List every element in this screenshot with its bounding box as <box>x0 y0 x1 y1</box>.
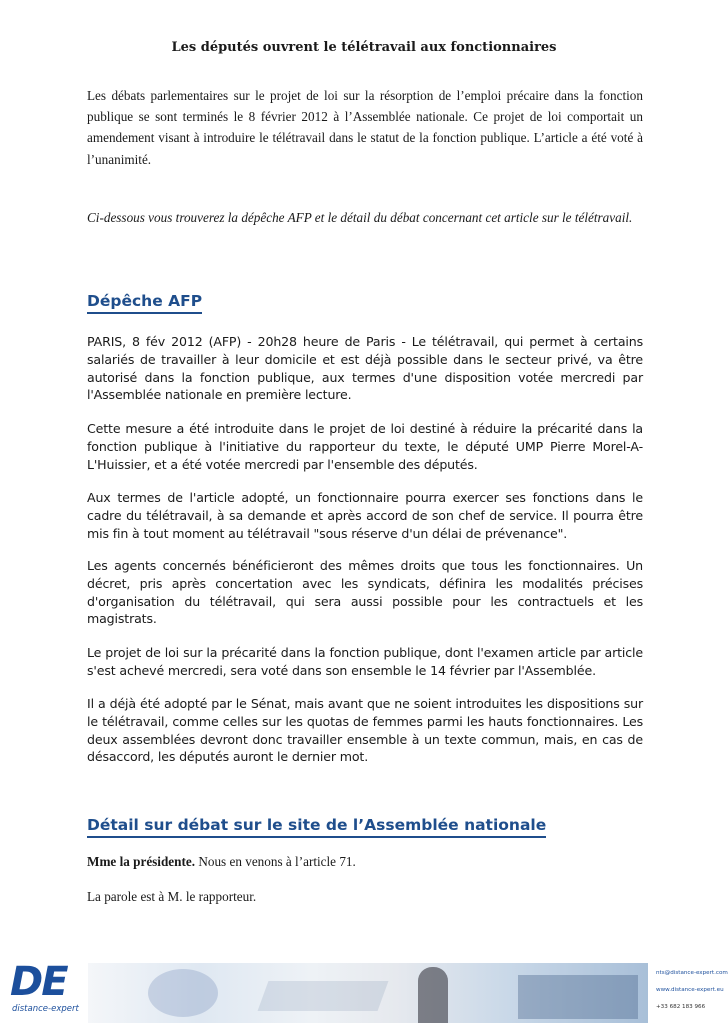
page-footer <box>0 955 728 1031</box>
logo-letters: DE <box>10 959 67 1005</box>
debate-speaker-text: Nous en venons à l’article 71. <box>195 854 356 869</box>
banner-graphic <box>518 975 638 1019</box>
intro-paragraph: Les débats parlementaires sur le projet de loi sur la résorption de l’emploi précaire dans la fonction publique se sont terminés le 8 février 2012 à l’Assemblée nationale. Ce projet de loi comportait un amendement visant à introduire le télétravail dans le statut de la fonction publique. L’article a été voté à l’unanimité. <box>87 88 643 167</box>
afp-paragraph-5: Le projet de loi sur la précarité dans la fonction publique, dont l'examen article par article s'est achevé mercredi, sera voté dans son ensemble le 14 février par l'Assemblée. <box>87 645 643 678</box>
debate-speaker: Mme la présidente. <box>87 854 196 869</box>
contact-phone: +33 682 183 966 <box>656 1004 706 1010</box>
company-logo <box>10 960 82 1022</box>
banner-graphic <box>418 967 448 1023</box>
section-heading-afp <box>87 292 202 310</box>
afp-paragraph-2: Cette mesure a été introduite dans le projet de loi destiné à réduire la précarité dans la fonction publique à l'initiative du rapporteur du texte, le député UMP Pierre Morel-A-L'Huissier, et a été votée mercredi par l'ensemble des députés. <box>87 421 643 472</box>
heading-underline <box>87 312 202 314</box>
logo-tagline: distance-expert <box>12 1004 79 1014</box>
contact-web-link[interactable]: www.distance-expert.eu <box>656 987 724 993</box>
debate-paragraph-2: La parole est à M. le rapporteur. <box>87 889 257 904</box>
banner-graphic <box>148 969 218 1017</box>
contact-email-link[interactable]: nts@distance-expert.com <box>656 970 728 976</box>
debate-paragraph-1 <box>87 851 643 872</box>
section-heading-afp-text: Dépêche AFP <box>87 292 203 310</box>
banner-graphic <box>258 981 389 1011</box>
intro-italic-paragraph <box>87 207 643 228</box>
afp-paragraph-1: PARIS, 8 fév 2012 (AFP) - 20h28 heure de Paris - Le télétravail, qui permet à certains salariés de travailler à leur domicile et est déjà possible dans le secteur privé, va être autorisé dans la fonction publique, aux termes d'une disposition votée mercredi par l'Assemblée nationale en première lecture. <box>87 334 643 403</box>
section-heading-assemblee <box>87 816 546 834</box>
document-title: Les députés ouvrent le télétravail aux fonctionnaires <box>171 40 557 55</box>
afp-paragraph-3: Aux termes de l'article adopté, un fonctionnaire pourra exercer ses fonctions dans le cadre du télétravail, à sa demande et après accord de son chef de service. Il pourra être mis fin à tout moment au télétravail "sous réserve d'un délai de prévenance". <box>87 490 643 541</box>
afp-paragraph-4: Les agents concernés bénéficieront des mêmes droits que tous les fonctionnaires. Un décret, pris après concertation avec les syndicats, définira les modalités précises d'organisation du télétravail, qui sera aussi possible pour les contractuels et les magistrats. <box>87 558 643 627</box>
afp-paragraph-6: Il a déjà été adopté par le Sénat, mais avant que ne soient introduites les dispositions sur le télétravail, comme celles sur les quotas de femmes parmi les hauts fonctionnaires. Les deux assemblées devront donc travailler ensemble à un texte commun, mais, en cas de désaccord, les députés auront le dernier mot. <box>87 696 643 765</box>
footer-contact <box>656 965 728 1016</box>
intro-italic-text: Ci-dessous vous trouverez la dépêche AFP et le détail du débat concernant cet article sur le télétravail. <box>87 210 633 225</box>
section-heading-assemblee-text: Détail sur débat sur le site de l’Assemblée nationale <box>87 816 547 834</box>
heading-underline <box>87 836 546 838</box>
footer-banner-image <box>88 963 648 1023</box>
